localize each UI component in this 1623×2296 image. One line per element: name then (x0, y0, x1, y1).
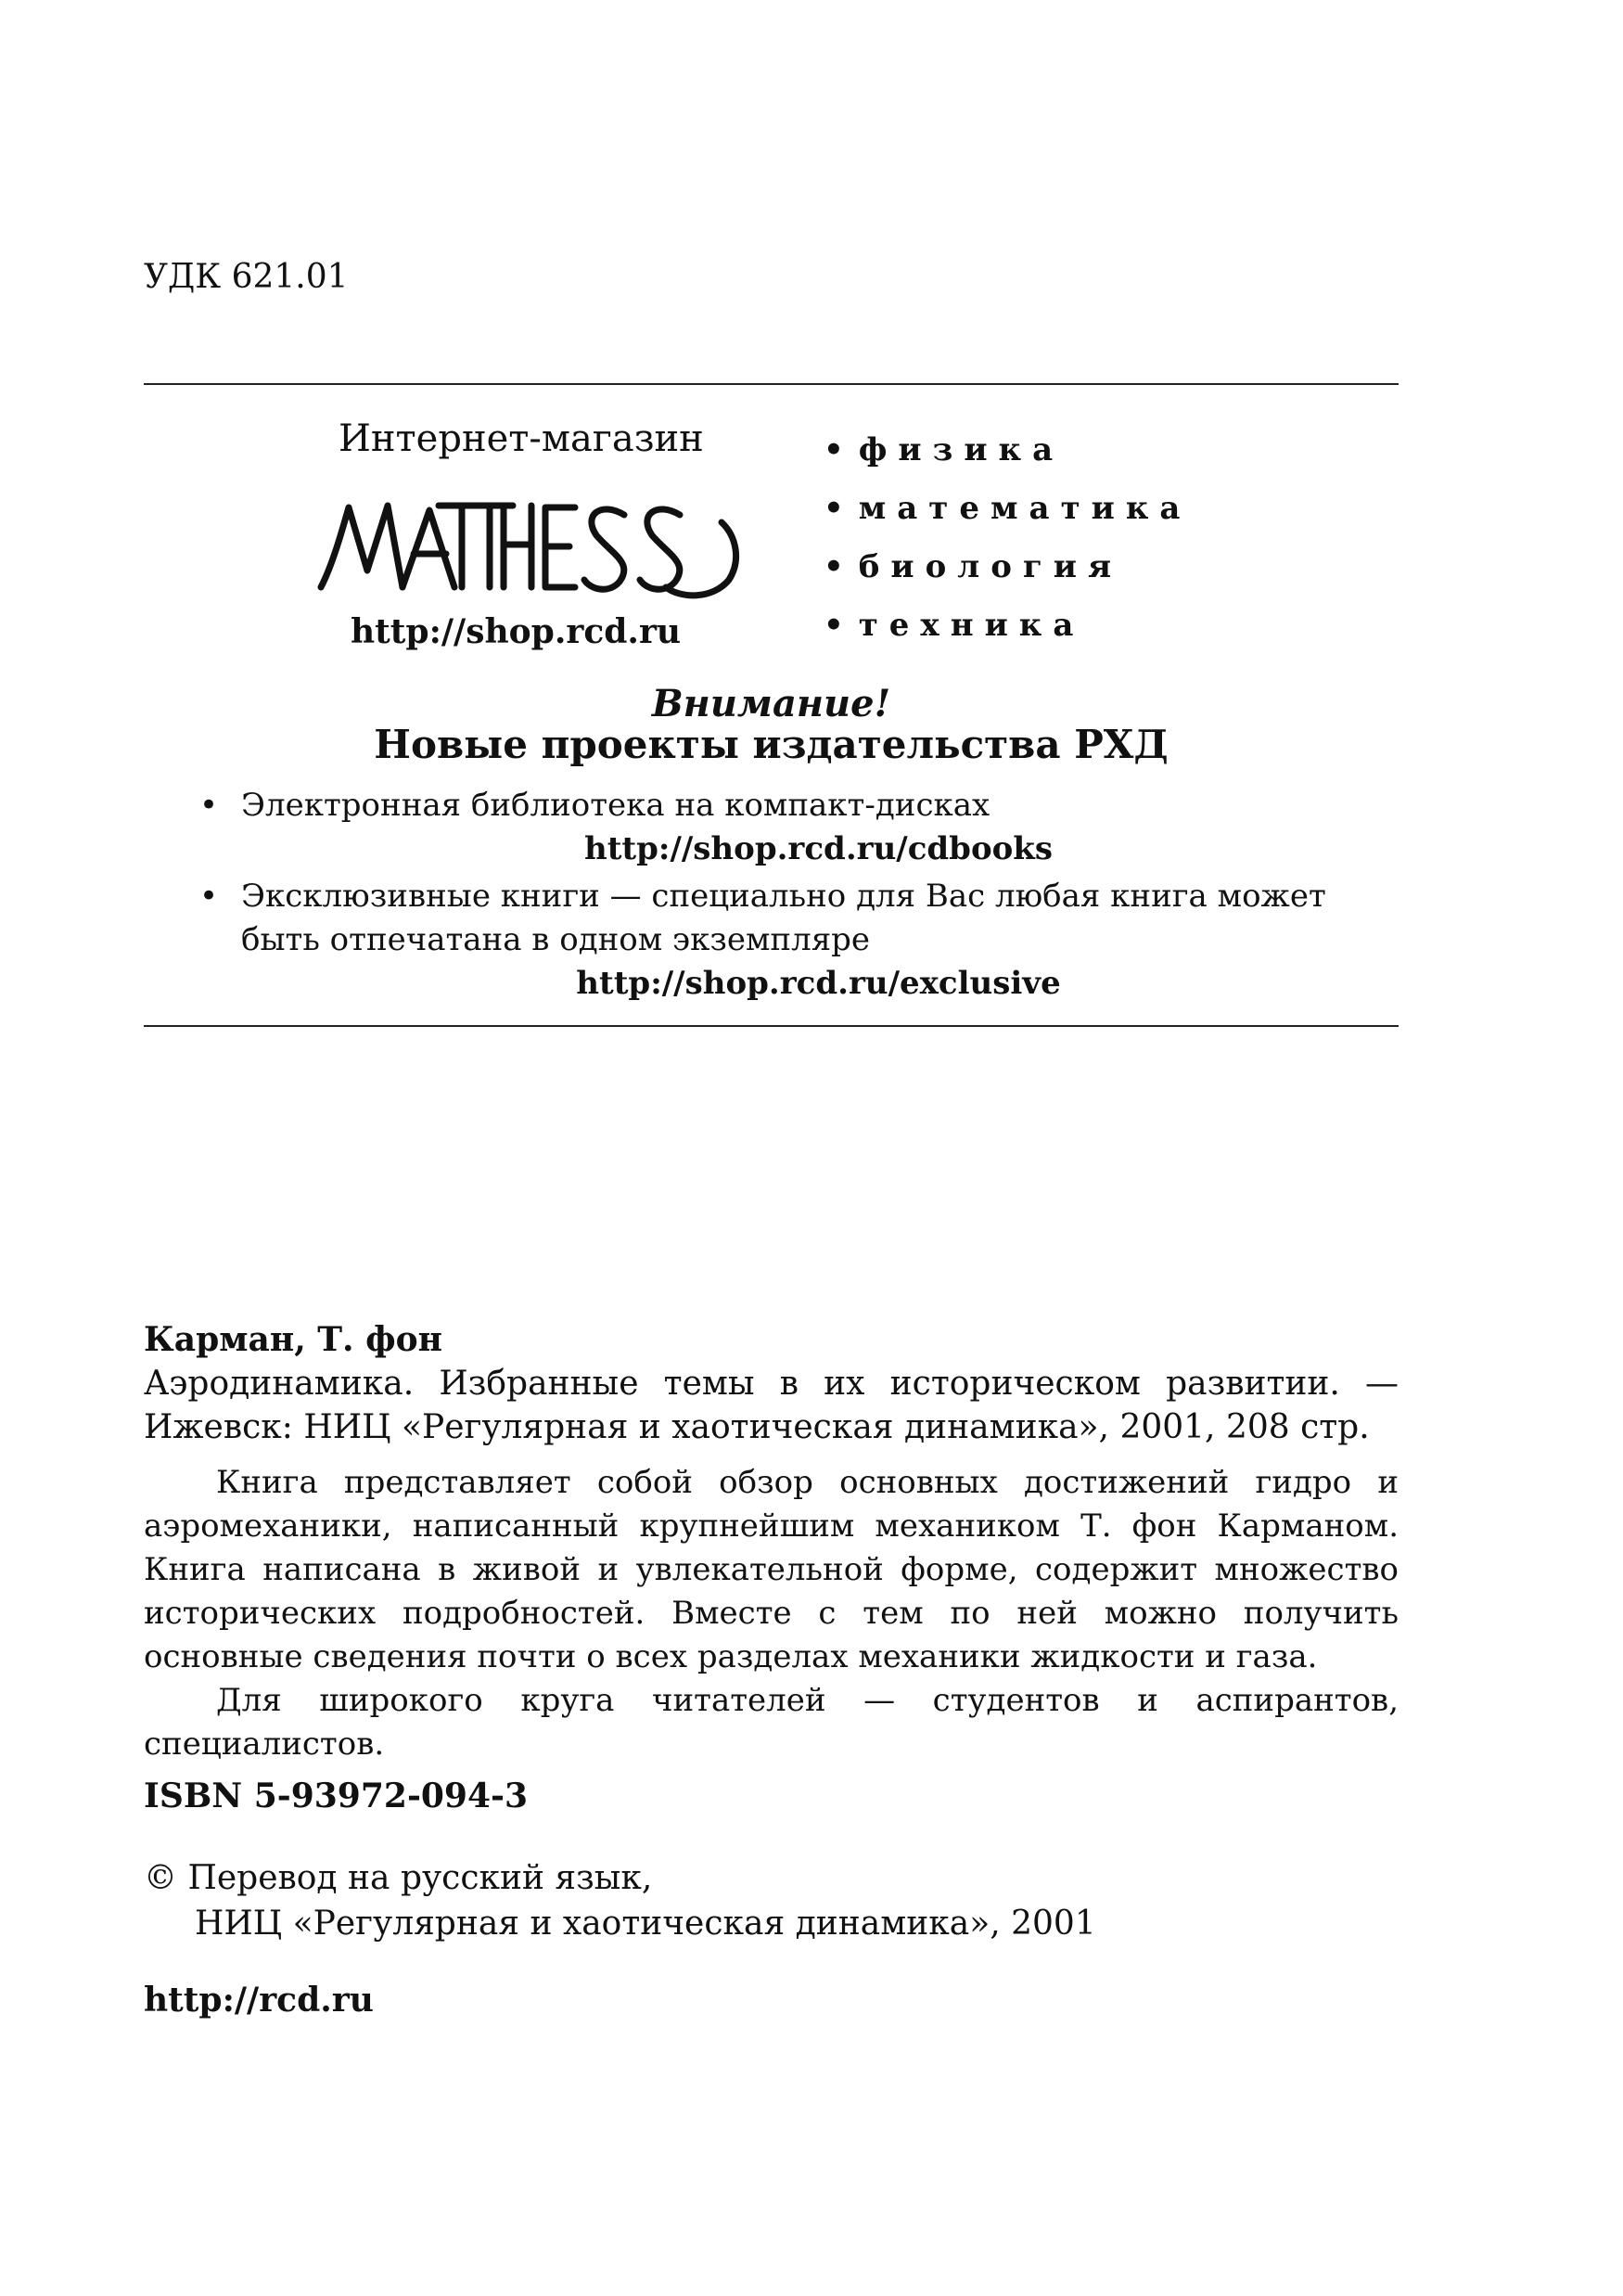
project-item (199, 875, 1396, 1006)
bullet-icon: • (824, 431, 844, 468)
project-item (199, 784, 1396, 871)
book-abstract (144, 1461, 1399, 1766)
abstract-paragraph: Книга представляет собой обзор основных достижений гидро и аэромеханики, написанный крупнейшим механиком Т. фон Карманом. Книга написана в живой и увлекательной форме, содержит множество исторических подробностей. Вместе с тем по ней можно получить основные сведения почти о всех разделах механики жидкости и газа. (144, 1464, 1399, 1675)
topic-item: • математика (824, 490, 1192, 527)
shop-label: Интернет-магазин (339, 417, 704, 460)
audience-paragraph: Для широкого круга читателей — студентов и аспирантов, специалистов. (144, 1682, 1399, 1763)
bullet-icon: • (824, 490, 844, 527)
bullet-icon: • (199, 787, 219, 824)
topic-item: • биология (824, 548, 1123, 585)
mathesis-logo (313, 478, 749, 608)
copyright-line: © Перевод на русский язык, (144, 1859, 653, 1897)
publisher-url[interactable]: http://rcd.ru (144, 1981, 374, 2020)
bottom-divider (144, 1025, 1399, 1027)
top-divider (144, 383, 1399, 385)
project-url[interactable]: http://shop.rcd.ru/exclusive (576, 965, 1061, 1002)
projects-list (199, 784, 1396, 1006)
bullet-icon: • (824, 607, 844, 644)
bullet-icon: • (199, 878, 219, 915)
shop-url[interactable]: http://shop.rcd.ru (351, 612, 682, 651)
project-url[interactable]: http://shop.rcd.ru/cdbooks (583, 830, 1054, 867)
book-author: Карман, Т. фон (144, 1320, 442, 1359)
topic-list (824, 431, 1191, 665)
bullet-icon: • (824, 548, 844, 585)
project-text: Электронная библиотека на компакт-дисках (241, 787, 990, 824)
project-text: Эксклюзивные книги — специально для Вас любая книга может быть отпечатана в одном экземпляре (241, 878, 1326, 958)
topic-item: • физика (824, 431, 1065, 468)
topic-item: • техника (824, 607, 1085, 644)
isbn: ISBN 5-93972-094-3 (144, 1777, 529, 1815)
copyright-line: НИЦ «Регулярная и хаотическая динамика», 2001 (195, 1905, 1096, 1943)
new-projects-title: Новые проекты издательства РХД (374, 722, 1169, 767)
udk-code: УДК 621.01 (144, 258, 349, 296)
attention-heading: Внимание! (651, 682, 891, 725)
bibliographic-entry: Аэродинамика. Избранные темы в их историческом развитии. — Ижевск: НИЦ «Регулярная и хаотическая динамика», 2001, 208 стр. (144, 1365, 1399, 1446)
copyright-notice (144, 1855, 1096, 1946)
